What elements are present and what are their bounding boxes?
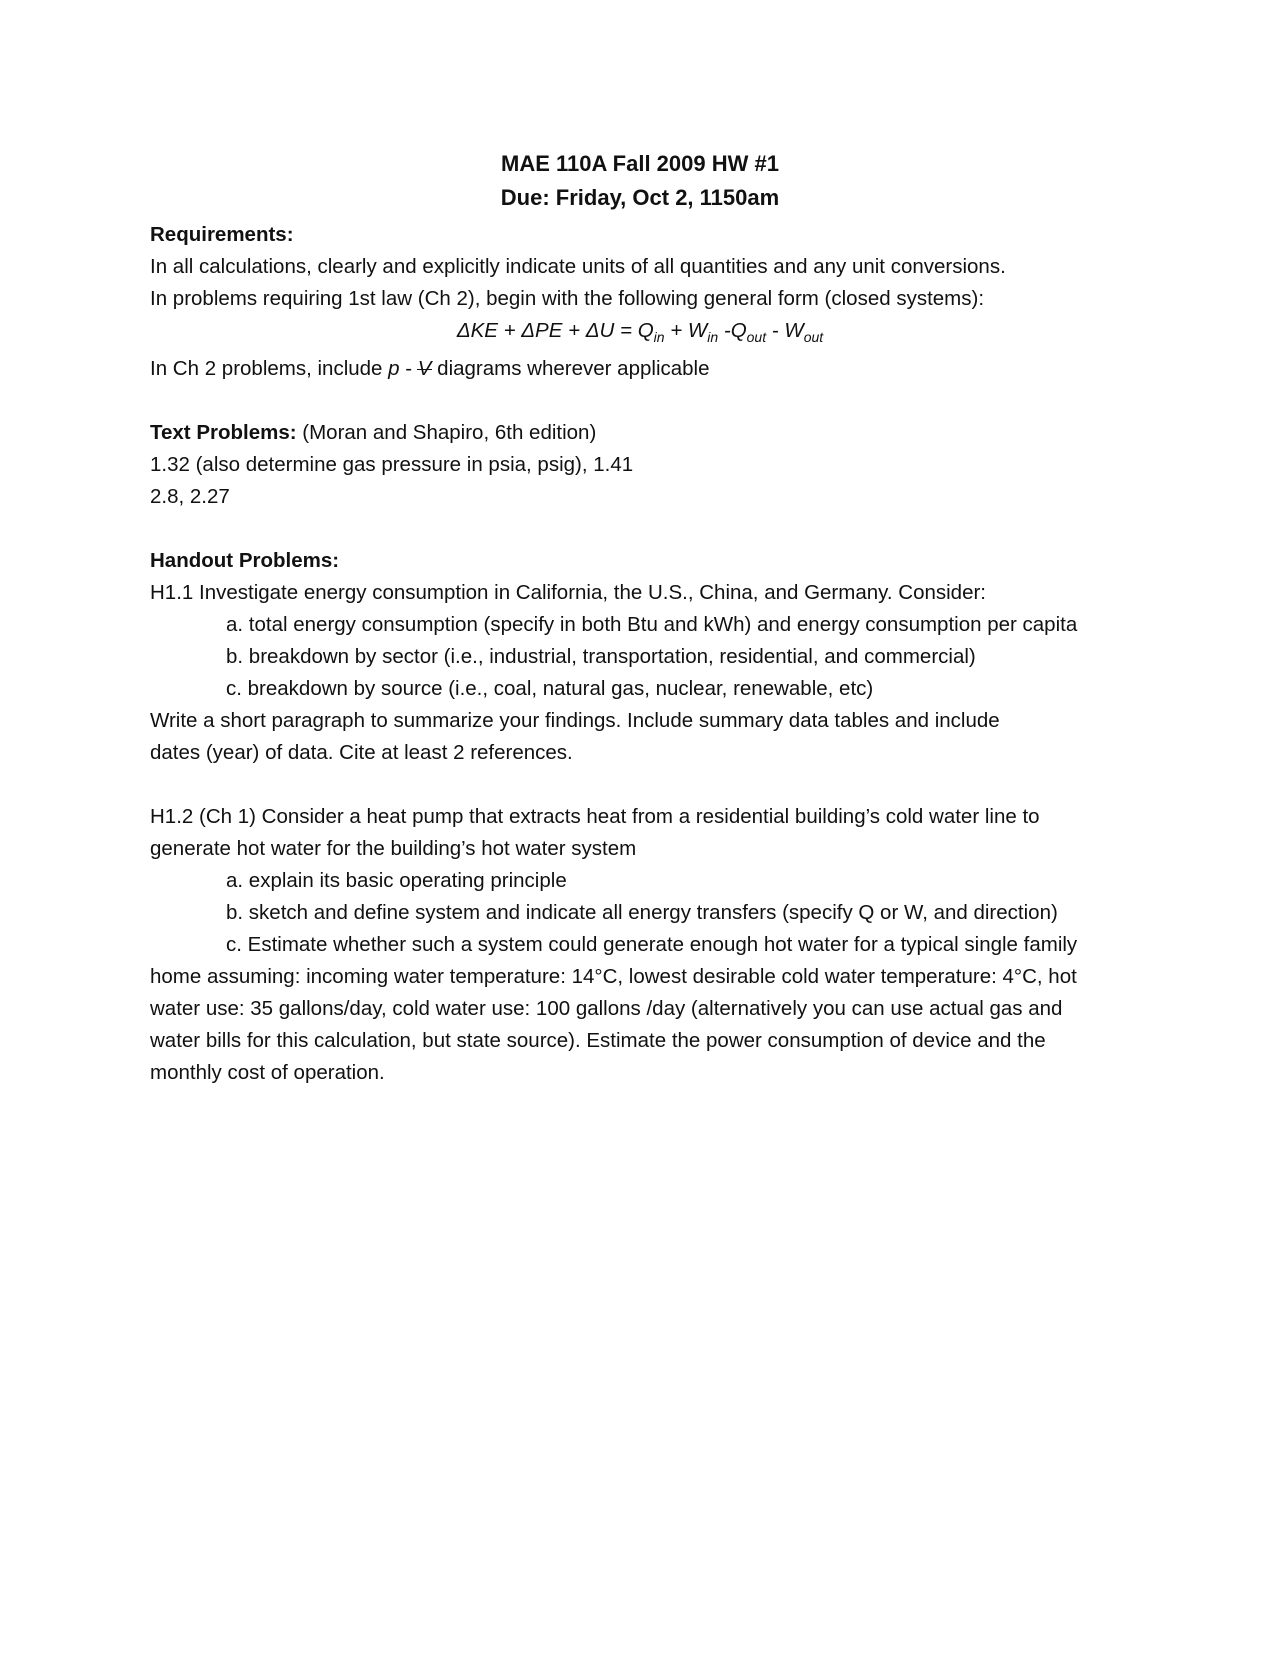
text-problems-heading: Text Problems:: [150, 421, 297, 444]
text-problems-line-2: 2.8, 2.27: [150, 485, 230, 508]
h11-item-c: c. breakdown by source (i.e., coal, natural gas, nuclear, renewable, etc): [226, 677, 874, 700]
equation-q-in: in: [653, 329, 665, 345]
h12-item-c-line-1: c. Estimate whether such a system could generate enough hot water for a typical single family: [226, 933, 1078, 956]
equation-w-in: in: [707, 329, 719, 345]
h12-item-c-line-4: water bills for this calculation, but state source). Estimate the power consumption of device and the: [150, 1029, 1046, 1052]
equation-q-out: out: [746, 329, 767, 345]
h12-item-b: b. sketch and define system and indicate all energy transfers (specify Q or W, and direction): [226, 901, 1058, 924]
document-title: MAE 110A Fall 2009 HW #1: [501, 151, 779, 176]
requirements-heading: Requirements:: [150, 223, 294, 246]
h12-item-c-line-3: water use: 35 gallons/day, cold water use: 100 gallons /day (alternatively you can use actual gas and: [150, 997, 1063, 1020]
text-problems-source: (Moran and Shapiro, 6th edition): [296, 421, 597, 444]
h12-intro-1: H1.2 (Ch 1) Consider a heat pump that extracts heat from a residential building’s cold water line to: [150, 805, 1040, 828]
equation-w: + W: [664, 319, 708, 342]
h12-item-c-line-5: monthly cost of operation.: [150, 1061, 385, 1084]
equation-wout: - W: [766, 319, 804, 342]
line3-suffix: diagrams wherever applicable: [431, 357, 710, 380]
requirements-line-1: In all calculations, clearly and explicitly indicate units of all quantities and any unit conversions.: [150, 255, 1006, 278]
due-date: Due: Friday, Oct 2, 1150am: [500, 185, 780, 210]
line3-dash: -: [399, 357, 418, 380]
h11-summary-2: dates (year) of data. Cite at least 2 references.: [150, 741, 573, 764]
handout-heading: Handout Problems:: [150, 549, 340, 572]
h12-item-c-line-2: home assuming: incoming water temperature: 14°C, lowest desirable cold water temperature: 4°C, hot: [150, 965, 1077, 988]
line3-prefix: In Ch 2 problems, include: [150, 357, 389, 380]
h12-intro-2: generate hot water for the building’s hot water system: [150, 837, 637, 860]
requirements-line-3: [150, 357, 710, 381]
volume-strike: [417, 369, 433, 370]
h11-item-b: b. breakdown by sector (i.e., industrial, transportation, residential, and commercial): [226, 645, 976, 668]
equation-q: Q: [637, 319, 654, 342]
h11-summary-1: Write a short paragraph to summarize your findings. Include summary data tables and include: [150, 709, 1000, 732]
h11-item-a: a. total energy consumption (specify in both Btu and kWh) and energy consumption per capita: [226, 613, 1078, 636]
equation-qout: -Q: [718, 319, 747, 342]
equation-lhs: ΔKE + ΔPE + ΔU =: [456, 319, 638, 342]
requirements-line-2: In problems requiring 1st law (Ch 2), begin with the following general form (closed systems):: [150, 287, 985, 310]
text-problems-header: [150, 421, 596, 445]
pressure-symbol: p: [388, 357, 400, 380]
first-law-equation: [0, 319, 1280, 345]
volume-symbol: V: [417, 357, 432, 380]
h12-item-a: a. explain its basic operating principle: [226, 869, 567, 892]
h11-intro: H1.1 Investigate energy consumption in California, the U.S., China, and Germany. Consider:: [150, 581, 986, 604]
text-problems-line-1: 1.32 (also determine gas pressure in psia, psig), 1.41: [150, 453, 634, 476]
equation-w-out: out: [803, 329, 824, 345]
